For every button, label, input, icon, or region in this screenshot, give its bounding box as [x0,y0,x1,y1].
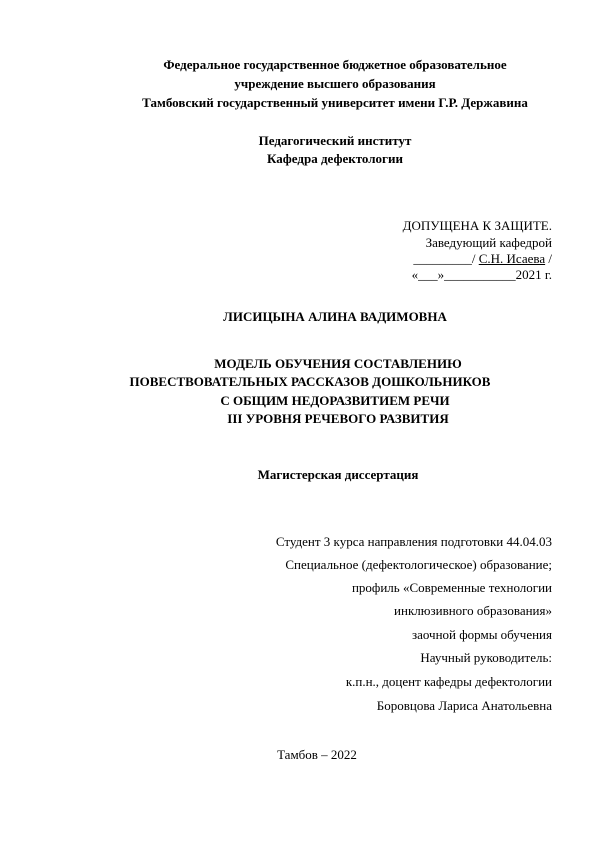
org-name-line-2: учреждение высшего образования [234,76,436,91]
head-of-department-name: С.Н. Исаева [478,251,546,266]
signature-blank: _________/ [413,251,479,266]
supervisor-position: к.п.н., доцент кафедры дефектологии [345,674,552,689]
student-profile-line-1: профиль «Современные технологии [351,580,552,595]
author-name: ЛИСИЦЫНА АЛИНА ВАДИМОВНА [223,309,447,324]
org-name-line-1: Федеральное государственное бюджетное образовательное [163,57,507,72]
study-form: заочной формы обучения [411,627,552,642]
approval-role: Заведующий кафедрой [425,235,552,250]
signature-end: / [545,251,552,266]
supervisor-label: Научный руководитель: [420,650,552,665]
thesis-title-line-1: МОДЕЛЬ ОБУЧЕНИЯ СОСТАВЛЕНИЮ [214,356,462,371]
approval-signature-line [413,251,552,267]
institute-name: Педагогический институт [258,133,412,148]
supervisor-name: Боровцова Лариса Анатольевна [376,698,552,713]
thesis-title-line-4: III УРОВНЯ РЕЧЕВОГО РАЗВИТИЯ [227,411,449,426]
student-profile-line-2: инклюзивного образования» [394,603,552,618]
thesis-title-line-3: С ОБЩИМ НЕДОРАЗВИТИЕМ РЕЧИ [220,393,450,408]
student-course: Студент 3 курса направления подготовки 44.04.03 [275,534,552,549]
university-name: Тамбовский государственный университет имени Г.Р. Державина [142,95,528,110]
department-name: Кафедра дефектологии [267,151,403,166]
approval-date-line: «___»___________2021 г. [411,267,552,282]
student-specialty: Специальное (дефектологическое) образование; [285,557,552,572]
city-year: Тамбов – 2022 [277,747,357,762]
approval-status: ДОПУЩЕНА К ЗАЩИТЕ. [402,218,552,233]
thesis-title-line-2: ПОВЕСТВОВАТЕЛЬНЫХ РАССКАЗОВ ДОШКОЛЬНИКОВ [129,374,491,389]
work-type: Магистерская диссертация [257,467,419,482]
